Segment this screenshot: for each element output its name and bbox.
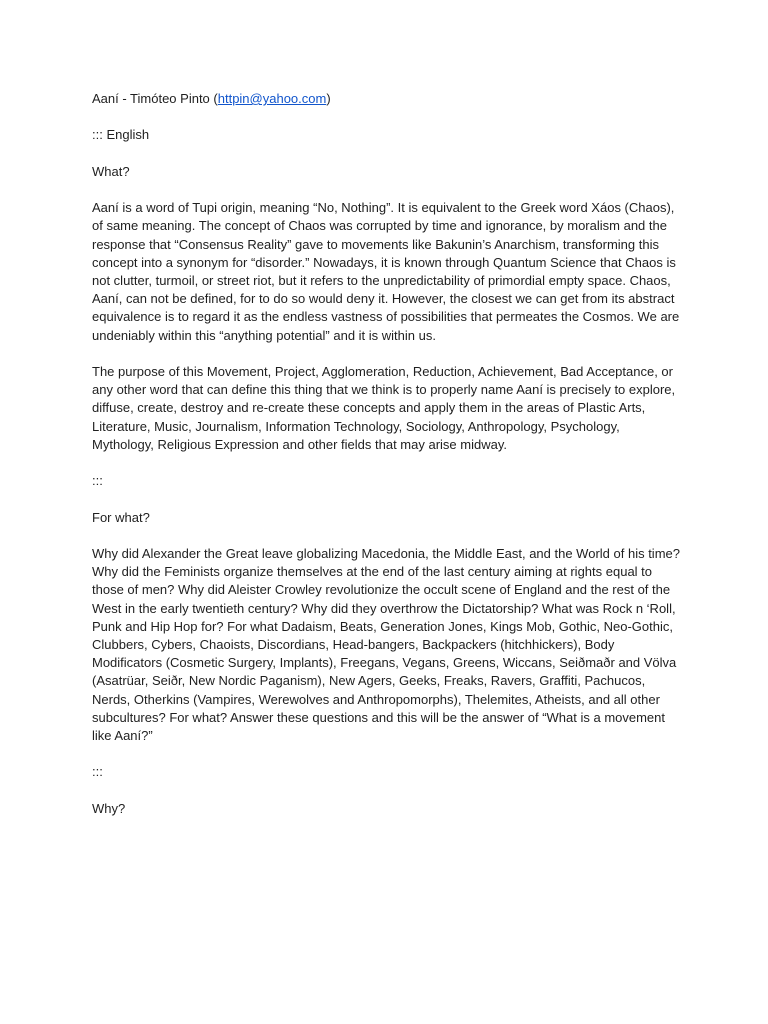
paragraph-what-1: Aaní is a word of Tupi origin, meaning “No, Nothing”. It is equivalent to the Greek word Xáos (Chaos), of same meaning. The concept of Chaos was corrupted by time and ignorance, by moralism and the response that “Consensus Reality” gave to movements like Bakunin’s Anarchism, transforming this concept into a synonym for “disorder.” Nowadays, it is known through Quantum Science that Chaos is not clutter, turmoil, or street riot, but it refers to the unpredictability of primordial empty space. Chaos, Aaní, can not be defined, for to do so would deny it. However, the closest we can get from its abstract equivalence is to regard it as the endless vastness of possibilities that permeates the Cosmos. We are undeniably within this “anything potential” and it is within us. [92,200,680,343]
section-separator: ::: [92,764,103,780]
language-marker: ::: English [92,127,150,143]
section-separator: ::: [92,473,103,489]
section-heading-what: What? [92,163,130,179]
paragraph-for-what-1: Why did Alexander the Great leave globalizing Macedonia, the Middle East, and the World of his time? Why did the Feminists organize themselves at the end of the last century aiming at rights equal to those of men? Why did Aleister Crowley revolutionize the occult scene of England and the rest of the West in the early twentieth century? Why did they overthrow the Dictatorship? What was Rock n ‘Roll, Punk and Hip Hop for? For what Dadaism, Beats, Generation Jones, Kings Mob, Gothic, Neo-Gothic, Clubbers, Cybers, Chaoists, Discordians, Head-bangers, Backpackers (hitchhickers), Body Modificators (Cosmetic Surgery, Implants), Freegans, Vegans, Greens, Wiccans, Seiðmaðr and Völva (Asatrüar, Seiðr, New Nordic Paganism), New Agers, Geeks, Freaks, Ravers, Graffiti, Pachucos, Nerds, Otherkins (Vampires, Werewolves and Anthropomorphs), Thelemites, Atheists, and all other subcultures? For what? Answer these questions and this will be the answer of “What is a movement like Aaní?” [92,545,680,743]
paragraph-what-2: The purpose of this Movement, Project, Agglomeration, Reduction, Achievement, Bad Acceptance, or any other word that can define this thing that we think is to properly name Aaní is precisely to explore, diffuse, create, destroy and re-create these concepts and apply them in the areas of Plastic Arts, Literature, Music, Journalism, Information Technology, Sociology, Anthropology, Psychology, Mythology, Religious Expression and other fields that may arise midway. [92,363,676,452]
document-header [92,90,682,108]
header-author: Aaní - Timóteo Pinto ( [92,91,218,106]
section-heading-for-what: For what? [92,509,150,525]
email-link[interactable]: httpin@yahoo.com [217,91,327,106]
document-page [92,90,682,818]
section-heading-why: Why? [92,800,126,816]
header-suffix: ) [326,91,331,106]
